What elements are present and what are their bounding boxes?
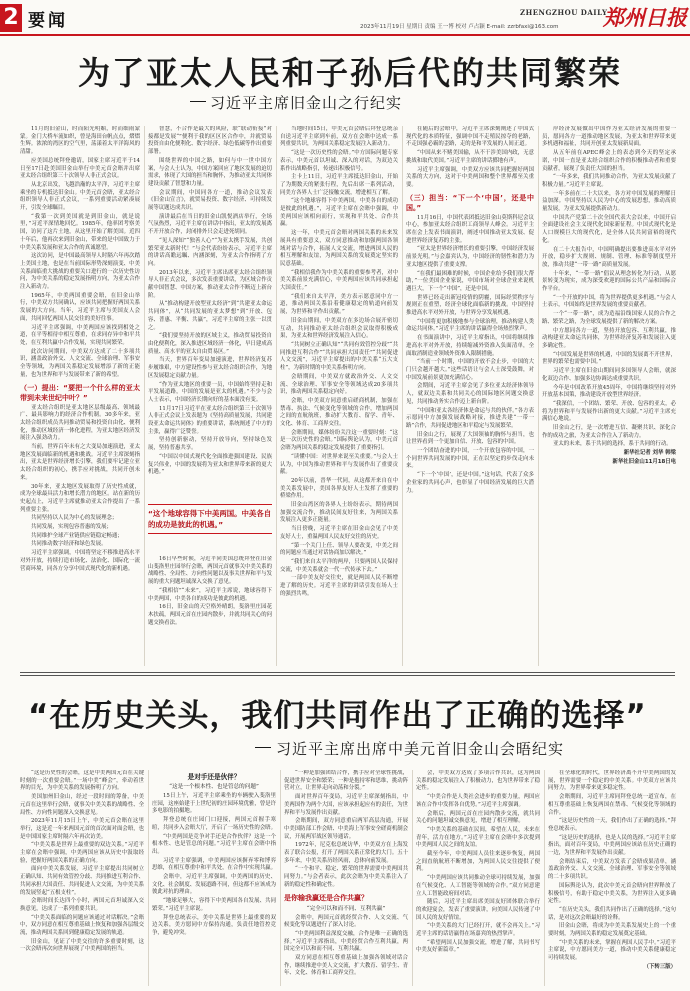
body-paragraph: 拜登总统在庄园门口迎接，两国元首握手寒暄，共同步入会晤大厅，开启了一场历史性的会晤。 bbox=[152, 817, 276, 831]
body-paragraph: 11月的旧金山，时而阳光明媚，时而细雨蒙蒙。金门大桥车流如织，曾是海田台帆点点，熠熠生辉。浓浓的湾区的空气里，荡漾着太平洋海风的清甜。 bbox=[20, 126, 140, 156]
body-paragraph: 习近平主席在旧金山期间同多国领导人会晤，就深化双边合作、加强多边协调达成重要共识。 bbox=[542, 368, 676, 382]
body-paragraph: 1965年，中美两国重要会晤，在旧金山举行，中美双方共同确认，应该共同把握好两国关系发展的大方向。当年，习近平主席与美国友人会面，共同回忆两国人民交往的美好往事。 bbox=[20, 292, 140, 322]
body-paragraph: 国际舆论认为，此次中美元首会晤向世界释放了积极信号，有助于稳定中美关系，为世界注入更多确定性。 bbox=[548, 882, 676, 905]
body-paragraph: 岸经济发展做出中国作为亚太经济发展的重要一员，愿同各方一道推动地区发展，为亚太和世界带来更多机遇和福祉，共同开创亚太发展新局面。 bbox=[542, 126, 676, 148]
body-paragraph: 坚持创新驱动，坚持开放导向，坚持绿色发展，坚持普惠共享。 bbox=[148, 437, 272, 452]
subsection-subtitle: “完全可以和而不同、互利共赢” bbox=[306, 905, 386, 912]
column-divider bbox=[276, 126, 277, 666]
body-paragraph: 2013年以来，习近平主席出席亚太经合组织领导人非正式会议，多次发表重要讲话，为区域合作贡献中国智慧、中国方案，推动亚太合作不断迈上新台阶。 bbox=[148, 269, 272, 299]
body-paragraph: 旧金山会晤，将成为中美关系发展史上的一个重要时刻，为两国关系的稳定发展奠定基础。 bbox=[548, 923, 676, 938]
body-paragraph: “我相信”“未来”，习近平主席说，地球容得下中美两国，中美各自的成功是彼此的机遇。 bbox=[148, 587, 272, 602]
body-paragraph: 会期间，习近平主席会见了多位亚太经济体领导人，就双边关系和共同关心的国际地区问题交换意见，共同推动务实合作迈上新台阶。 bbox=[406, 383, 534, 405]
body-paragraph: 16日，旧金山的天空格外晴朗，斐洛里庄园花木扶疏，两国元首在庄园内散步，并就共同关心的问题交换看法。 bbox=[148, 604, 272, 626]
body-paragraph: “这是历史的选择，也是人民的选择。”习近平主席指出，面对百年变局，中美两国应该站在历史正确的一边，为世界和平发展作出贡献。 bbox=[548, 834, 676, 857]
body-paragraph: 主卡上11日，习近平主席抵达旧金山，开始了为期数天的紧张行程，先后出席一系列活动，同美方各界人士广泛接触交流，增进相互了解。 bbox=[280, 174, 398, 196]
body-paragraph: “一种是加强团结合作，携手应对全球性挑战，促进世界安全和繁荣；一种是抱持零和思维，挑动阵营对立，让世界走向动荡和分裂。” bbox=[284, 770, 408, 792]
body-paragraph: “这个地球容得下中美两国。中美各自的成功是彼此的机遇。”，习近平主席在会晤中强调，中美两国应该相向而行，实现和平共处、合作共赢。 bbox=[280, 198, 398, 228]
story1-column-1 bbox=[20, 126, 140, 666]
body-paragraph: 亚太经合组织是亚太地区层级最高、领域最广、最具影响力的经济合作机制。30多年来，亚太经合组织成员共同推动贸易和投资自由化、便利化，推动区域经济一体化进程，为亚太地区经济发展注入强劲动力。 bbox=[20, 404, 140, 442]
body-paragraph: “见人深知”“独善人心”“为亚太携手发展，共创繁荣亚太新时代！”与会代表纷纷表示，习近平主席的讲话高瞻远瞩、内涵深刻，为亚太合作指明了方向。 bbox=[148, 237, 272, 267]
column-divider bbox=[280, 770, 281, 986]
section-heading: 是你输我赢还是合作共赢？ bbox=[284, 893, 368, 902]
section-heading: （三）担当：“下一个‘中国’，还是中国。” bbox=[406, 193, 534, 212]
body-paragraph: 11月16日，中国代表团抵达旧金山莫斯科尼会议中心，参加亚太经合组织工商领导人峰会。习近平主席在会上发表书面演讲，阐述中国推动亚太发展、促进世界经济复苏的主张。 bbox=[406, 214, 534, 244]
body-paragraph: “中美关系是世界上最重要的双边关系。”习近平主席在会晤中强调，中美两国应该从历史中汲取经验，把握好两国关系的正确方向。 bbox=[20, 842, 144, 864]
story1-subhead-dash bbox=[190, 101, 206, 102]
paper-name-english: ZHENGZHOU DAILY bbox=[520, 8, 608, 17]
body-paragraph: 当前，世界百年未有之大变局加速演进，亚太地区发展面临新的机遇和挑战。习近平主席深刻指出，亚太是世界经济增长引擎，我们要牢记建立亚太经合组织的初心，携手应对挑战，共同开创未来。 bbox=[20, 444, 140, 481]
body-paragraph: 旧金山期间，中美双方在多边场合展开密切互动，共同推动亚太经合组织会议取得积极成果，为亚太和世界经济发展注入信心。 bbox=[280, 317, 398, 340]
story1-column-5 bbox=[542, 126, 676, 666]
body-paragraph: 此次访问期间，中美双方达成了二十多项共识，涵盖政治外交、人文交流、全球治理、军事安全等领域，为两国关系稳定发展增添了新的正能量，也为世界和平与发展带来了新的希望。 bbox=[20, 348, 140, 378]
body-paragraph: “中国发展是世界的机遇，中国的发展离不开世界，世界的繁荣也需要中国。” bbox=[542, 351, 676, 366]
body-paragraph: “我相信我作为中美关系的重要参考者，对中美关系前景充满信心，中美两国应该共同承担起大国责任。” bbox=[280, 269, 398, 292]
story1-pull-quote bbox=[148, 504, 272, 534]
body-paragraph: 中方愿同各方一道，坚持开放包容、互利共赢，推动构建亚太命运共同体，为世界经济复苏和发展注入更多确定性。 bbox=[542, 327, 676, 349]
byline: 新华社旧金山11月18日电 bbox=[612, 458, 676, 465]
story1-column-2 bbox=[148, 126, 272, 498]
body-paragraph: “第一个关门上任、领导人要改变，中美之间的问题应当通过对话协商加以解决。” bbox=[280, 542, 398, 557]
body-paragraph: 会晤后，两国元首在庄园内散步交流，就共同关心的问题坦诚交换意见，增进了相互理解。 bbox=[416, 810, 540, 825]
body-paragraph: 旧金山之行，是一次增进互信、凝聚共识、深化合作的成功之旅，为亚太合作注入了新动力。 bbox=[542, 425, 676, 439]
body-paragraph: 应美国总统拜登邀请，国家主席习近平于14日至17日赴美国旧金山举行中美元首会晤并出席亚太经合组织第三十次领导人非正式会议。 bbox=[20, 157, 140, 180]
body-paragraph: 从北京出发，飞越浩瀚的太平洋，习近平主席乘坐的专机抵达旧金山。中美元首会晤，亚太经合组织领导人非正式会议，一系列重要活动紧凑展开，引发全球瞩目。 bbox=[20, 181, 140, 212]
body-paragraph: “这是历史性的一天，我们作出了正确的选择。”拜登总统表示。 bbox=[548, 818, 676, 832]
body-paragraph: “中美两国是竞争对手还是合作伙伴？这是一个根本性、也是管总的问题。”习近平主席在会晤中指出。 bbox=[152, 833, 276, 855]
body-paragraph: 截至今年，中美两国人员往来逐步恢复，两国之间直航航班不断增加，为两国人民交往提供了便利。 bbox=[416, 851, 540, 873]
story2-column-1 bbox=[20, 770, 144, 986]
body-paragraph: 美国加州旧金山，经过一段时间的筹备，中美元首在这里举行会晤，就事关中美关系的战略性、全局性、方向性问题深入交换意见。 bbox=[20, 794, 144, 816]
body-paragraph: 中国共产党第二十次全国代表大会以来，中国开启全面建设社会主义现代化国家新征程。中国式现代化是人口规模巨大的现代化，是全体人民共同富裕的现代化。 bbox=[542, 214, 676, 244]
column-divider bbox=[544, 770, 545, 986]
body-paragraph: 这次访问，是中国最高领导人时隔六年再次踏上美国土地，也是在当前国际形势深刻演变、中美关系面临重大挑战的重要关口进行的一次历史性访问，为中美关系的稳定发展指明方向，为亚太合作注入新动力。 bbox=[20, 253, 140, 291]
body-paragraph: “在历史关头，我们共同作出了正确的选择。”这句话，是对这次会晤最好的诠释。 bbox=[548, 906, 676, 921]
body-paragraph: “中美关系的基础在民间，希望在人民，未来在青年，活力在地方。”习近平主席在会晤中多次提到中美两国人民之间的友谊。 bbox=[416, 826, 540, 849]
story2-subhead-dash bbox=[255, 747, 271, 748]
body-paragraph: 随后，习近平主席出席美国友好团体联合举行的欢迎宴会，发表了重要演讲，向美国人民传递了中国人民的友好情谊。 bbox=[416, 899, 540, 921]
body-paragraph: “中国从来不赌美国输，从不干涉美国内政，无意挑战和取代美国。”习近平主席的讲话掷地有声。 bbox=[406, 150, 534, 164]
body-paragraph: 会晤中，两国元首就经贸合作、人文交流、气候变化等议题进行了深入讨论。 bbox=[284, 914, 408, 929]
body-paragraph: 这一年，中美元首会晤对两国关系的未来发展具有重要意义，双方同意推动和加强两国各领域对话与合作，拓展人文交流，增进两国人民的相互理解和友谊，为两国关系的发展奠定坚实的民意基础。 bbox=[280, 230, 398, 267]
body-paragraph: “下一个‘中国’，还是中国。”这句话，代表了众多企业家的共同心声，也彰显了中国经济发展的巨大潜力。 bbox=[406, 472, 534, 494]
story2-headline: “在历史关头，我们共同作出了正确的选择” bbox=[28, 698, 647, 734]
story-separator bbox=[20, 672, 675, 673]
section-title: 要闻 bbox=[28, 11, 68, 31]
byline: （下转三版） bbox=[643, 963, 676, 970]
body-paragraph: 习近平主席强调，中美两国应该找到相处之道，在平等相待中相互尊重，在求同存异中和平共处，在互利共赢中合作发展，实现共同繁荣。 bbox=[20, 324, 140, 346]
body-paragraph: 1972年，尼克松总统访华，中美双方在上海发表了联合公报，打开了两国关系正常化的大门。五十多年来，中美关系历经风雨，总体向前发展。 bbox=[284, 842, 408, 864]
story2-column-3 bbox=[284, 770, 408, 986]
body-paragraph: 当地时间15日，中美元首会晤后拜登总统亲自送习近平主席到车前，双方在会晤中达成一系列重要共识，为两国关系稳定发展注入新动力。 bbox=[280, 126, 398, 148]
story1-column-4 bbox=[406, 126, 534, 666]
story2-column-5 bbox=[548, 770, 676, 986]
body-paragraph: 亚太的未来，系于共同的选择，系于共同的行动。 bbox=[553, 441, 672, 448]
column-divider bbox=[538, 126, 539, 666]
body-paragraph: 共同推动数字经济和绿色发展。 bbox=[31, 541, 107, 548]
story1-headline: 为了亚太人民和子孙后代的共同繁荣 bbox=[78, 54, 623, 92]
column-divider bbox=[144, 126, 145, 666]
story2-column-2 bbox=[152, 770, 276, 986]
body-paragraph: 一个团结奋进的中国，一个开放包容的中国，一个同世界共同发展的中国，正在以坚定的步伐走向未来。 bbox=[406, 448, 534, 470]
body-paragraph: “读懂中国：对世界来说至关重要。”与会人士认为，中国为推动世界和平与发展作出了重要贡献。 bbox=[280, 453, 398, 476]
body-paragraph: 会晤时间长达四个小时，两国元首坦诚深入交换意见，达成了一系列重要共识。 bbox=[20, 898, 144, 912]
body-paragraph: “中美两国利益深度交融，合作是唯一正确的选择。”习近平主席指出，中美经贸合作互利共赢，两国完全可以和而不同、互利共赢。 bbox=[284, 930, 408, 953]
dateline: 2023年11月19日 星期日 责编 王一博 校对 卢占颖 E-mail: zzrbfaxi@163.com bbox=[360, 24, 559, 30]
body-paragraph: “中美关系的未来，掌握在两国人民手中。”习近平主席说，中方愿同美方一道，推动中美关系健康稳定可持续发展。 bbox=[548, 939, 676, 962]
body-paragraph: 会晤结束后，中美双方发表了会晤成果清单，涵盖政治外交、人文交流、全球治理、军事安全等领域的二十多项共识。 bbox=[548, 858, 676, 881]
body-paragraph: 面向中美关系发展，习近平主席提出共同树立正确认知、共同有效管控分歧、共同推进互利合作、共同承担大国责任、共同促进人文交流，为中美关系的发展竖起“五根支柱”。 bbox=[20, 866, 144, 896]
subsection-subtitle: “这是一个根本性、也是管总的问题” bbox=[169, 784, 259, 790]
body-paragraph: 智慧，不合作是最大的风险，联“联动衔接”对接都是发展“”便利于我的区区区合作中，并就贸易投资自由化便利化、数字经济、绿色低碳等作出重要部署。 bbox=[148, 126, 272, 156]
body-paragraph: 30年来，亚太地区发展取得了历史性成就，成为全球最具活力和增长潜力的地区。站在新的历史起点上，习近平主席就推动亚太合作提出了一系列重要主张。 bbox=[20, 483, 140, 513]
body-paragraph: 面对世界百年变局，习近平主席深刻指出，中美两国作为两个大国，应该承担起应有的责任，为世界和平与发展作出贡献。 bbox=[284, 794, 408, 816]
body-paragraph: 会晤期间，习近平主席同拜登总统一道宣布，在相互尊重基础上恢复两国在禁毒、气候变化等领域的合作。 bbox=[548, 794, 676, 816]
body-paragraph: “一个和平、稳定、繁荣的世界需要中美两国共同努力。”与会者表示，此次会晤为中美关系注入了新的稳定性和确定性。 bbox=[284, 866, 408, 888]
body-paragraph: 一部中美友好交往史，就是两国人民不断增进了解的历史。习近平主席的讲话引发在场人士的强烈共鸣。 bbox=[280, 575, 398, 597]
body-paragraph: 会晤中，习近平主席强调，中美两国的历史、文化、社会制度、发展道路不同，但这都不应该成为彼此对抗的理由。 bbox=[152, 874, 276, 896]
body-paragraph: “地球足够大，容得下中美两国各自发展、共同繁荣。”习近平主席说。 bbox=[152, 898, 276, 912]
body-paragraph: 在书面演讲中，习近平主席指出，中国将继续推进高水平对外开放，持续缩减外资准入负面清单，全面取消制造业领域外资准入限制措施。 bbox=[406, 335, 534, 357]
body-paragraph: “在我们最困难的时候，中国企业给予我们很大帮助，”一位美国企业家说，中国市场对全球企业来说机遇巨大，下一个“中国”，还是中国。 bbox=[406, 270, 534, 292]
body-paragraph: 双方同意在相互尊重基础上加强各领域对话合作，继续推进中美人文交流，扩大教育、留学生、青年、文化、体育和工商界交往。 bbox=[284, 955, 408, 977]
body-paragraph: 16日早些时候，习近平同美国总统拜登在旧金山斐洛里庄园举行会晤，两国元首就事关中美关系的战略性、全局性、方向性问题以及事关世界和平与发展的重大问题坦诚深入交换了意见。 bbox=[148, 556, 272, 586]
body-paragraph: “共同树立正确认知”“共同有效管控分歧”“共同推进互利合作”“共同承担大国责任”“共同促进人文交流”，习近平主席提出的中美关系“五大支柱”，为新时期的中美关系指明方向。 bbox=[280, 341, 398, 372]
body-paragraph: “作为亚太地区的重要一员，中国始终坚持走和平发展道路，中国的发展是亚太的机遇。”不少与会人士表示，中国经济长期向好的基本面没有变。 bbox=[148, 381, 272, 403]
body-paragraph: 旧金山，见证了中美交往的许多重要时刻，这一次会晤再次向世界展现了中美两国的担当。 bbox=[20, 938, 144, 953]
body-paragraph: 从“推动构建开放型亚太经济”到“共建亚太命运共同体”，从“共同发展的亚太梦想”到“开放、包容、普惠、平衡、共赢”，习近平主席的主张一以贯之。 bbox=[148, 301, 272, 331]
story-separator bbox=[20, 675, 675, 676]
body-paragraph: 一个“一带一路”，成为造福沿线国家人民的合作之路、繁荣之路，为全球发展提供了新的解决方案。 bbox=[542, 311, 676, 325]
subsection-title: 是对手还是伙伴？ bbox=[187, 773, 241, 781]
body-paragraph: 拜登总统表示，美中关系是世界上最重要的双边关系，美方愿同中方保持沟通，负责任地管控竞争，避免冲突。 bbox=[152, 914, 276, 936]
header-rule bbox=[0, 34, 690, 36]
body-paragraph: “中国将更加积极地参与全球治理，推动构建人类命运共同体。”习近平主席的讲话赢得全场热烈掌声。 bbox=[406, 318, 534, 333]
body-paragraph: “中美关系面临的问题应该通过对话解决。”会晤中，双方同意在相互尊重基础上恢复和加强各层级交流，推动两国关系回到健康稳定发展的轨道。 bbox=[20, 914, 144, 937]
column-divider bbox=[148, 770, 149, 986]
body-paragraph: 20年以前，晋华一代同，从这都开来自在中美关系发展中，美国各界友好人士发挥了重要的桥梁作用。 bbox=[280, 477, 398, 500]
column-divider bbox=[412, 770, 413, 986]
body-paragraph: 会晤期间，中美双方就政治外交、人文交流、全球治理、军事安全等领域达成20多项共识，推动两国关系稳定向好。 bbox=[280, 373, 398, 396]
body-paragraph: 共同维护全球产业链供应链稳定畅通； bbox=[31, 532, 123, 539]
body-paragraph: 共同坚持以人民为中心的发展理念； bbox=[31, 515, 118, 522]
body-paragraph: 当日傍晚，习近平主席在旧金山会见了中美友好人士，重温两国人民友好交往的历史。 bbox=[280, 526, 398, 540]
body-paragraph: “亚太是世界经济增长的重要引擎，中国经济发展前景光明。”与会嘉宾认为，中国经济的韧性和潜力为亚太地区提供了重要支撑。 bbox=[406, 246, 534, 268]
section-heading: （一）提出：“要把一个什么样的亚太带到未来世纪中叶？” bbox=[20, 383, 140, 402]
page-number: 2 bbox=[0, 4, 22, 32]
body-paragraph: 从五年前在APEC峰会上的表态到今天的坚定承诺，中国一直是亚太经合组织合作的积极推动者和重要贡献者，展现了负责任大国的担当。 bbox=[542, 150, 676, 172]
body-paragraph: 旧金山湾区的各界人士纷纷表示，期待两国加强交流合作，推动民间友好往来，为两国关系发展注入更多正能量。 bbox=[280, 502, 398, 524]
pull-quote-text: “这个地球容得下中美两国。中美各自的成功是彼此的机遇。” bbox=[148, 509, 272, 529]
story1-subhead: 习近平主席旧金山之行纪实 bbox=[210, 94, 403, 112]
body-paragraph: 在随后的会晤中，习近平主席深刻阐述了中国式现代化的本质特征，强调中国不走殖民掠夺的老路，不走国强必霸的歪路，走的是和平发展的人间正道。 bbox=[406, 126, 534, 148]
body-paragraph: “希望两国人民加强交流，增进了解，共同书写中美友好新篇章。” bbox=[416, 939, 540, 954]
body-paragraph: 习近平主席强调，中美双方应该共同把握好两国关系的大方向，这对于中美两国和整个世界都至关重要。 bbox=[406, 166, 534, 188]
column-divider bbox=[402, 126, 403, 666]
body-paragraph: 围绕世界的中国之路，如何与中一世中国方案，与会人士认为，中国方案回应了地区发展的迫切需求，体现了大国的担当和胸怀，为推动亚太共同体建设贡献了智慧和力量。 bbox=[148, 157, 272, 187]
body-paragraph: 世界已经走出新冠疫情的阴霾，国际经贸秩序与规则正在重塑，经济全球化面临新的挑战。中国坚持推进高水平对外开放，与世界分享发展机遇。 bbox=[406, 294, 534, 317]
body-paragraph: 在全球化的时代，世界经济离不开中美两国的发展，世界需要一个稳定的中美关系。中美双方应该共同努力，为世界带来更多稳定性。 bbox=[548, 770, 676, 792]
body-paragraph: 会晤期间，媒体纷纷关注这一重要时刻：“这是一次历史性的会晤。”国际舆论认为，中美元首会晤为两国关系的稳定发展提供了重要指引。 bbox=[280, 429, 398, 452]
body-paragraph: “我深信，一个团结、繁荣、开放、包容的亚太，必将为世界和平与发展作出新的更大贡献。”习近平主席充满信心地说。 bbox=[542, 400, 676, 423]
body-paragraph: “一年多来，我们共同推动合作，为亚太发展贡献了积极力量。”习近平主席说。 bbox=[542, 174, 676, 188]
body-paragraph: “中国和亚太各经济体是命运与共的伙伴。”各方表示愿同中方加强发展战略对接，推进共建“一带一路”合作，共同促进地区和平稳定与发展繁荣。 bbox=[406, 407, 534, 429]
body-paragraph: “中美关系的大门已经打开，就不会再关上。”习近平主席的话语赢得在场嘉宾的热烈掌声。 bbox=[416, 923, 540, 938]
body-paragraph: “我们要坚持开放的区域主义，推动贸易投资自由化便利化，深入推进区域经济一体化，早日建成高质量、高水平的亚太自由贸易区。” bbox=[148, 333, 272, 355]
body-paragraph: “这是一次历史性的会晤。”中方国际问题专家表示，中美元首以坦诚、深入的对话，为双边关系作出战略指引，传递出积极信号。 bbox=[280, 150, 398, 172]
body-paragraph: “当前一个时期，中国的开放不会止步，中国的大门只会越开越大。”这些话语让与会人士深受鼓舞，对中国发展前景更加充满信心。 bbox=[406, 359, 534, 381]
story1-column-3 bbox=[280, 126, 398, 666]
story1-column-2b bbox=[148, 556, 272, 666]
body-paragraph: “这是历史性的会晤，这是中美两国元首在关键时刻的一次重要会晤。”一场中美“峰会”，牵动着世界的目光，为中美关系的发展指明了方向。 bbox=[20, 770, 144, 792]
byline: 新华社记者 刘华 韩梁 bbox=[623, 450, 676, 457]
body-paragraph: 习近平主席强调，中美两国应该摒弃零和博弈思维，在相互尊重中和平共处，在合作中实现共赢。 bbox=[152, 857, 276, 872]
body-paragraph: “我们来自太平洋，美方表示愿意同中方一道，推动两国关系沿着健康稳定的轨道向前发展，为世界和平作出贡献。” bbox=[280, 293, 398, 316]
body-paragraph: 15日上午，习近平主席乘坐的车辆驶入斐洛里庄园，这座始建于上世纪初的庄园环境优雅，曾是许多电影的拍摄地。 bbox=[152, 793, 276, 815]
body-paragraph: “我们来自太平洋的两岸，只要两国人民保持交流，中美关系就会一代一代传承下去。” bbox=[280, 558, 398, 573]
body-paragraph: 会，中美双方达成了多项合作共识，这为两国关系的稳定发展注入了积极动力，也为世界带来了稳定性。 bbox=[416, 770, 540, 792]
body-paragraph: 会议期间，中国同各方一道，推动会议发表《旧金山宣言》，就贸易投资、数字经济、可持续发展等议题达成共识。 bbox=[148, 189, 272, 212]
body-paragraph: 会晤，中美双方同意重启磋商机制，加强在禁毒、执法、气候变化等领域的合作，增加两国之间的直航航班，推动扩大教育、留学、青年、文化、体育、工商界交往。 bbox=[280, 397, 398, 428]
body-paragraph: “我第一次到美国就是到旧金山，就是说里，”习近平深情地回忆。1985年，他率团考察美国，访问了这片土地，从这里开始了解美国。近四十年后，他再次来到旧金山，带来的是中国致力于中美关系发展和亚太合作的真诚愿望。 bbox=[20, 213, 140, 251]
paper-logo: 郑州日报 bbox=[603, 5, 687, 30]
body-paragraph: 当天，世界百年变局加速演进，世界经济复苏步履维艰，中方建设性参与亚太经合组织合作，为地区发展稳定贡献力量。 bbox=[148, 357, 272, 379]
story2-subhead: 习近平主席出席中美元首旧金山会晤纪实 bbox=[276, 740, 565, 758]
body-paragraph: 11月17日习近平在亚太经合组织第三十次领导人非正式会议上发表题为《坚持高质量发展，共同建设亚太命运共同体》的重要讲话，系统阐述了中方的主张，赢得广泛赞誉。 bbox=[148, 405, 272, 435]
body-paragraph: 习近平主席强调，中国将坚定不移推进高水平对外开放，持续打造市场化、法治化、国际化一流营商环境，同各方分享中国式现代化的新机遇。 bbox=[20, 550, 140, 572]
body-paragraph: 旧金山之行，展现了大国领袖的胸怀与担当，也让世界看到一个更加自信、开放、包容的中国。 bbox=[406, 431, 534, 446]
body-paragraph: “中美合作是人类社会进步的重要力量，两国应该在合作中发挥各自优势。”习近平主席强调。 bbox=[416, 794, 540, 808]
body-paragraph: “中美两国应该共同推动全球可持续发展，加强在气候变化、人工智能等领域的合作。”双方同意建立人工智能政府间对话。 bbox=[416, 875, 540, 897]
body-paragraph: 十年来，“一带一路”倡议从理念转化为行动，从愿景转变为现实，成为深受欢迎的国际公共产品和国际合作平台。 bbox=[542, 270, 676, 293]
body-paragraph: 在二十大报告中，中国明确提出要推进高水平对外开放，稳步扩大规则、规制、管理、标准等制度型开放，推动共建“一带一路”高质量发展。 bbox=[542, 246, 676, 268]
body-paragraph: 2023年11月15日上午，中美元首会晤在这里举行，这是近一年来两国元首的首次面对面会晤，也是中国国家主席时隔六年再次访美。 bbox=[20, 818, 144, 840]
body-paragraph: “一个开放的中国，将为世界提供更多机遇。”与会人士表示，中国始终是世界发展的重要贡献者。 bbox=[542, 294, 676, 309]
body-paragraph: “中国以中国式现代化全面推进强国建设、民族复兴伟业，中国的发展将为亚太和世界带来新的更大机遇。” bbox=[148, 453, 272, 476]
story2-column-4 bbox=[416, 770, 540, 986]
body-paragraph: 演讲最后在当日的旧金山凯悦酒店举行，全场气氛热烈，习近平主席在讲话中指出，亚太的发展离不开开放合作，封闭排外只会走进死胡同。 bbox=[148, 213, 272, 236]
body-paragraph: 会晤期间，双方同意重启两军高层沟通，开展中美国防部工作会晤、中美海上军事安全磋商机制会议，开展两军战区领导通话。 bbox=[284, 818, 408, 840]
body-paragraph: 今年是中国改革开放45周年，中国将继续坚持对外开放基本国策，推动建设开放型世界经济。 bbox=[542, 384, 676, 399]
body-paragraph: 共同发展，实现包容普惠的发展； bbox=[31, 524, 112, 531]
body-paragraph: 一年多前在二十大以来，各方对中国发展的理解日益加深。中国坚持以人民为中心的发展思想，推动高质量发展，为亚太发展提供新动力。 bbox=[542, 190, 676, 213]
